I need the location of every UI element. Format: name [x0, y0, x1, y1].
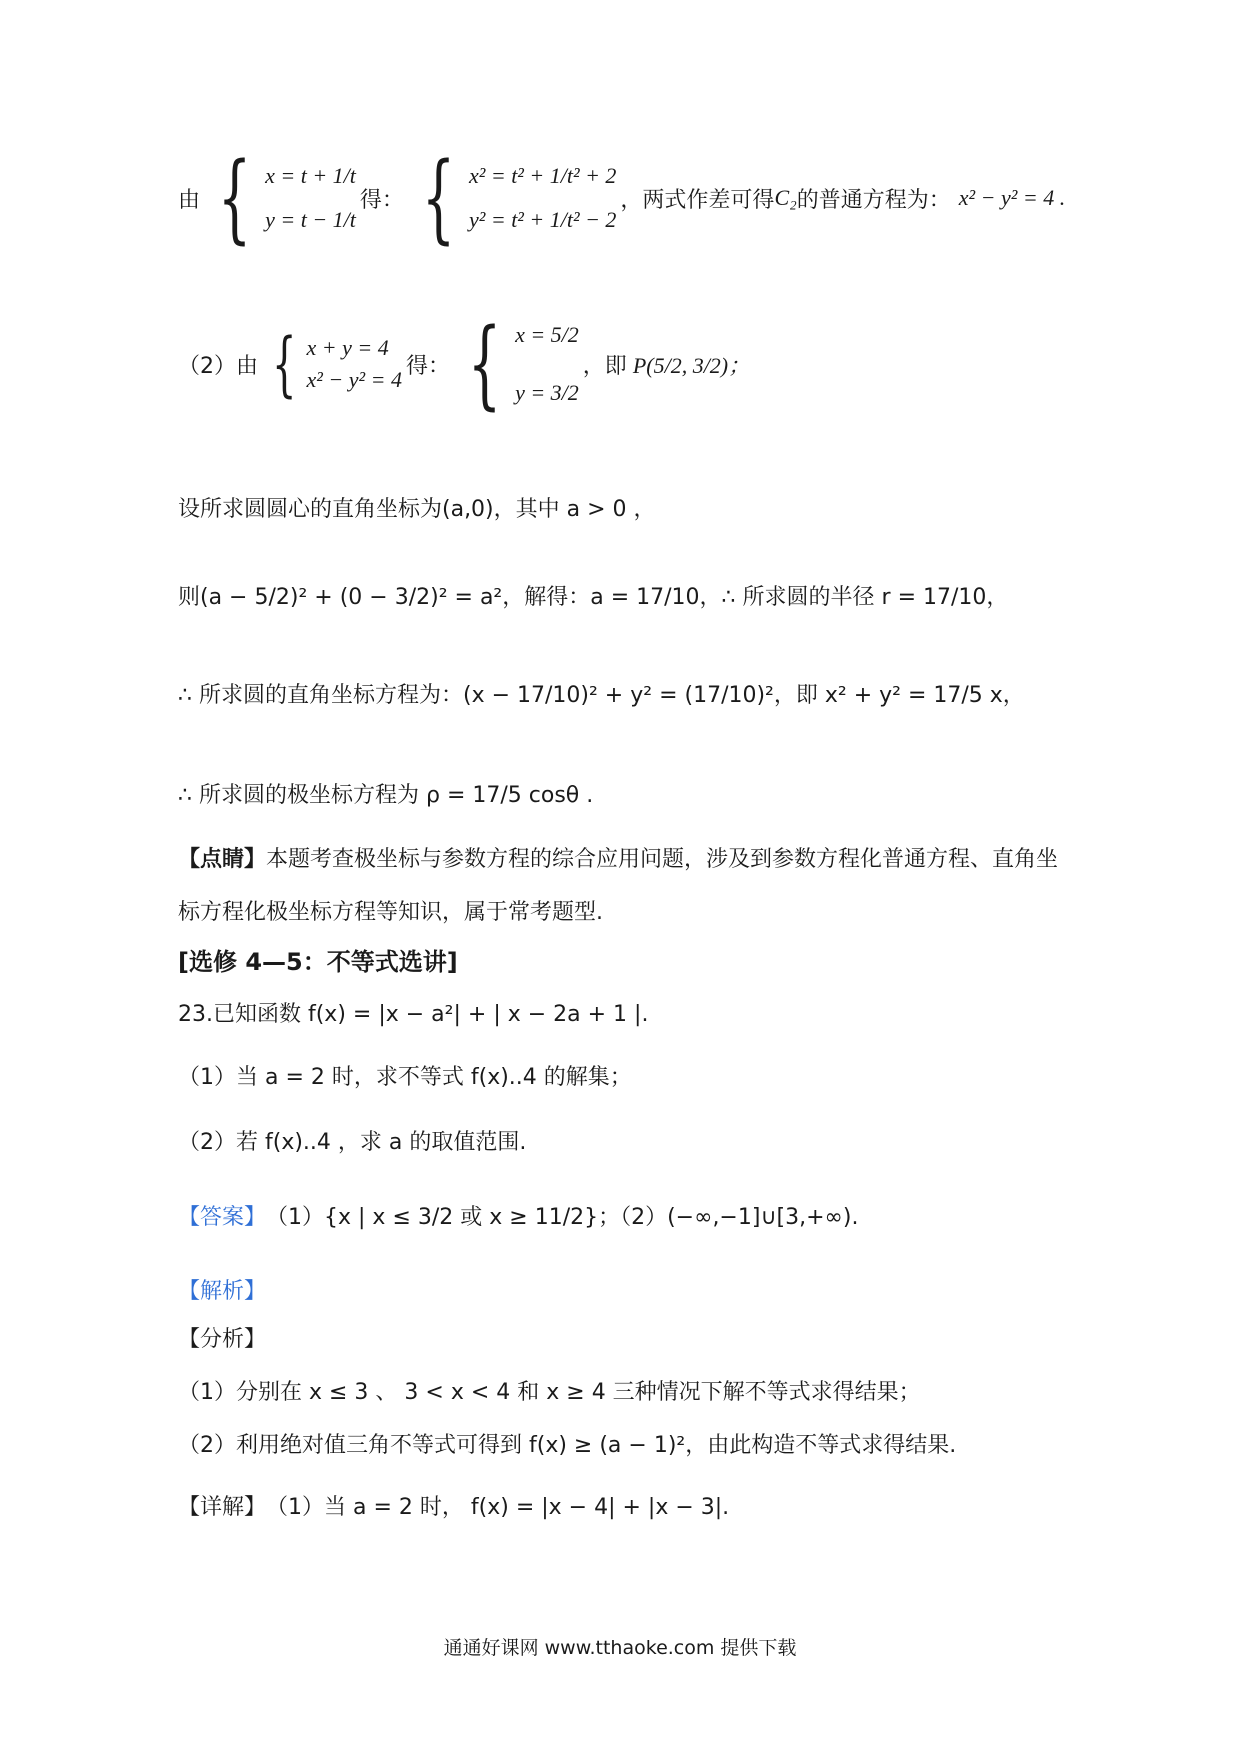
squared-system: { x² = t² + 1/t² + 2 y² = t² + 1/t² − 2	[421, 142, 617, 254]
question-23-part2	[178, 1125, 526, 1156]
answer-label: 【答案】	[178, 1205, 267, 1230]
line-eq: x + y = 4	[306, 335, 389, 360]
solve-a-text: 则(a − 5/2)² + (0 − 3/2)² = a²，解得：a = 17/10，∴ 所求圆的半径 r = 17/10，	[178, 585, 1009, 610]
c2-equation: x² − y² = 4 .	[958, 185, 1066, 211]
fenxi-text-1: （1）分别在 x ≤ 3 、 3 < x < 4 和 x ≥ 4 三种情况下解不等式求得结果；	[178, 1380, 921, 1405]
de-label: 得：	[359, 187, 404, 213]
detail-text: （1）当 a = 2 时， f(x) = |x − 4| + |x − 3|.	[266, 1495, 730, 1520]
page-footer: 通通好课网 www.tthaoke.com 提供下载	[443, 1637, 797, 1659]
comment-text-1: 本题考查极坐标与参数方程的综合应用问题，涉及到参数方程化普通方程、直角坐	[266, 847, 1059, 872]
comment-label: 【点睛】	[178, 847, 267, 872]
line-intersection	[178, 307, 751, 420]
line-comment-1	[178, 842, 1058, 873]
param-x-eq: x = t + 1/t	[265, 163, 356, 189]
fenxi-label: 【分析】	[178, 1327, 267, 1352]
line-c2-derivation	[178, 142, 1066, 254]
solution-system: { x = 5/2 y = 3/2	[467, 307, 579, 420]
line-rect-eq	[178, 678, 1025, 709]
q23-text: 23.已知函数 f(x) = |x − a²| + | x − 2a + 1 |.	[178, 1002, 649, 1027]
x-solution: x = 5/2	[515, 322, 579, 347]
line-solve-a	[178, 580, 1008, 611]
c2-symbol: C₂	[774, 185, 797, 211]
rect-eq-text: ∴ 所求圆的直角坐标方程为：(x − 17/10)² + y² = (17/10)²，即 x² + y² = 17/5 x，	[178, 683, 1025, 708]
fenxi-heading	[178, 1322, 266, 1353]
fenxi-text-2: （2）利用绝对值三角不等式可得到 f(x) ≥ (a − 1)²，由此构造不等式求得结果.	[178, 1433, 957, 1458]
question-23	[178, 997, 648, 1028]
part2-prefix: （2）由	[178, 353, 258, 379]
jiexi-label: 【解析】	[178, 1279, 267, 1304]
diff-text: ，两式作差可得	[620, 187, 775, 213]
y-squared-eq: y² = t² + 1/t² − 2	[468, 207, 617, 233]
answer-line	[178, 1200, 858, 1231]
line-center-setup	[178, 492, 656, 523]
fenxi-line-2	[178, 1428, 956, 1459]
line-comment-2	[178, 895, 603, 926]
prefix-you: 由	[178, 187, 201, 213]
de-label-2: 得：	[405, 353, 450, 379]
q23-part2-text: （2）若 f(x)..4 ，求 a 的取值范围.	[178, 1130, 527, 1155]
section-title: [选修 4—5：不等式选讲]	[178, 948, 458, 976]
analysis-heading	[178, 1274, 266, 1305]
normal-eq-text: 的普通方程为：	[796, 187, 951, 213]
y-solution: y = 3/2	[515, 380, 579, 405]
x-squared-eq: x² = t² + 1/t² + 2	[468, 163, 617, 189]
question-23-part1	[178, 1060, 632, 1091]
ji-text: ，即	[582, 353, 627, 379]
line-polar-eq	[178, 778, 593, 809]
center-setup-text: 设所求圆圆心的直角坐标为(a,0)，其中 a > 0 ，	[178, 497, 656, 522]
hyperbola-eq: x² − y² = 4	[306, 367, 402, 392]
detail-line	[178, 1490, 729, 1521]
param-y-eq: y = t − 1/t	[265, 207, 356, 233]
point-p: P(5/2, 3/2)；	[632, 352, 751, 378]
intersection-system: { x + y = 4 x² − y² = 4	[272, 323, 402, 405]
comment-text-2: 标方程化极坐标方程等知识，属于常考题型.	[178, 900, 603, 925]
detail-label: 【详解】	[178, 1495, 267, 1520]
section-heading	[178, 942, 458, 977]
param-system-1: { x = t + 1/t y = t − 1/t	[217, 142, 356, 254]
fenxi-line-1	[178, 1375, 921, 1406]
answer-text: （1）{x | x ≤ 3/2 或 x ≥ 11/2}；（2）(−∞,−1]∪[3,+∞).	[266, 1205, 859, 1230]
polar-eq-text: ∴ 所求圆的极坐标方程为 ρ = 17/5 cosθ .	[178, 783, 594, 808]
q23-part1-text: （1）当 a = 2 时，求不等式 f(x)..4 的解集；	[178, 1065, 632, 1090]
